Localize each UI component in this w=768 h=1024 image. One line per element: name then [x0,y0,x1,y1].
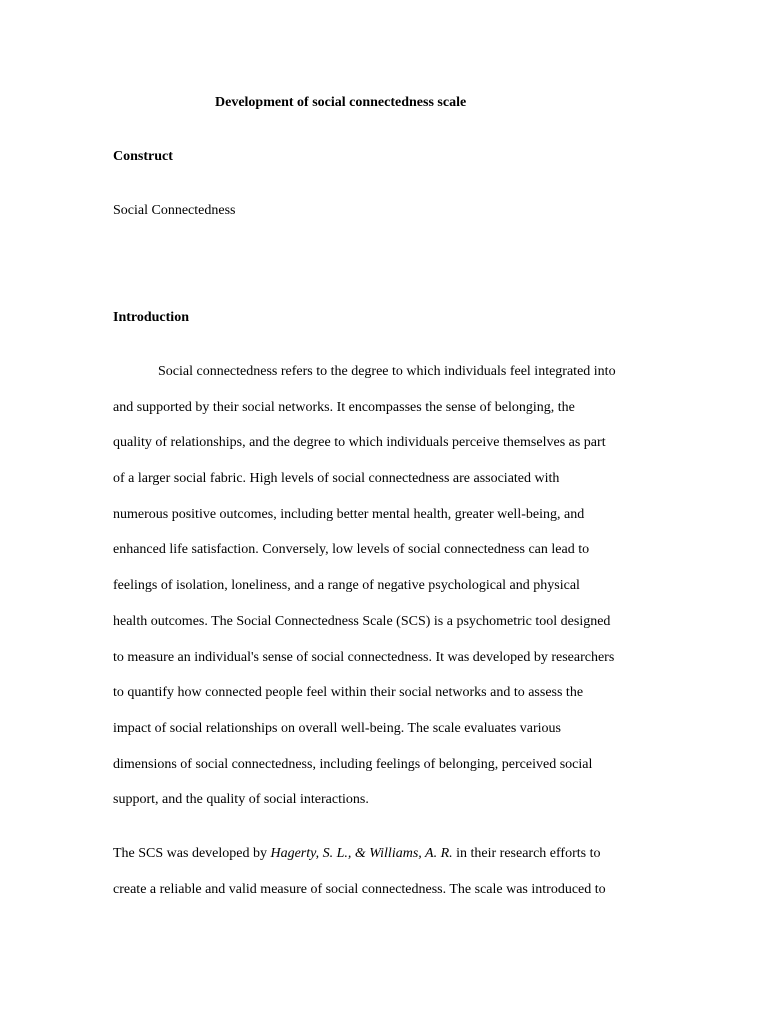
paragraph-line: health outcomes. The Social Connectedness Scale (SCS) is a psychometric tool designed [113,613,611,629]
paragraph-line: enhanced life satisfaction. Conversely, low levels of social connectedness can lead to [113,542,590,558]
paragraph-line: feelings of isolation, loneliness, and a range of negative psychological and physical [113,578,580,594]
paragraph-line: create a reliable and valid measure of social connectedness. The scale was introduced to [113,881,606,897]
paragraph-line: numerous positive outcomes, including better mental health, greater well-being, and [113,506,585,522]
paragraph-line: quality of relationships, and the degree to which individuals perceive themselves as part [113,435,606,451]
paragraph-line: impact of social relationships on overall well-being. The scale evaluates various [113,720,561,736]
introduction-heading: Introduction [113,310,189,325]
development-paragraph [113,845,673,916]
paragraph-line: Social connectedness refers to the degree to which individuals feel integrated into [158,364,616,379]
paragraph-line: support, and the quality of social interactions. [113,792,369,808]
author-citation: Hagerty, S. L., & Williams, A. R. [270,846,453,861]
paragraph-line: and supported by their social networks. It encompasses the sense of belonging, the [113,399,575,415]
paragraph-line: dimensions of social connectedness, including feelings of belonging, perceived social [113,756,593,772]
construct-heading: Construct [113,149,173,164]
document-title: Development of social connectedness scale [215,95,467,110]
paragraph-line: of a larger social fabric. High levels of social connectedness are associated with [113,471,560,487]
text-run: The SCS was developed by [113,846,271,861]
paragraph-line [113,845,673,881]
construct-value: Social Connectedness [113,203,236,218]
paragraph-line: to measure an individual's sense of social connectedness. It was developed by researchers [113,649,615,665]
text-run: in their research efforts to [452,846,601,861]
paragraph-line: to quantify how connected people feel within their social networks and to assess the [113,685,584,701]
introduction-paragraph [113,363,673,827]
